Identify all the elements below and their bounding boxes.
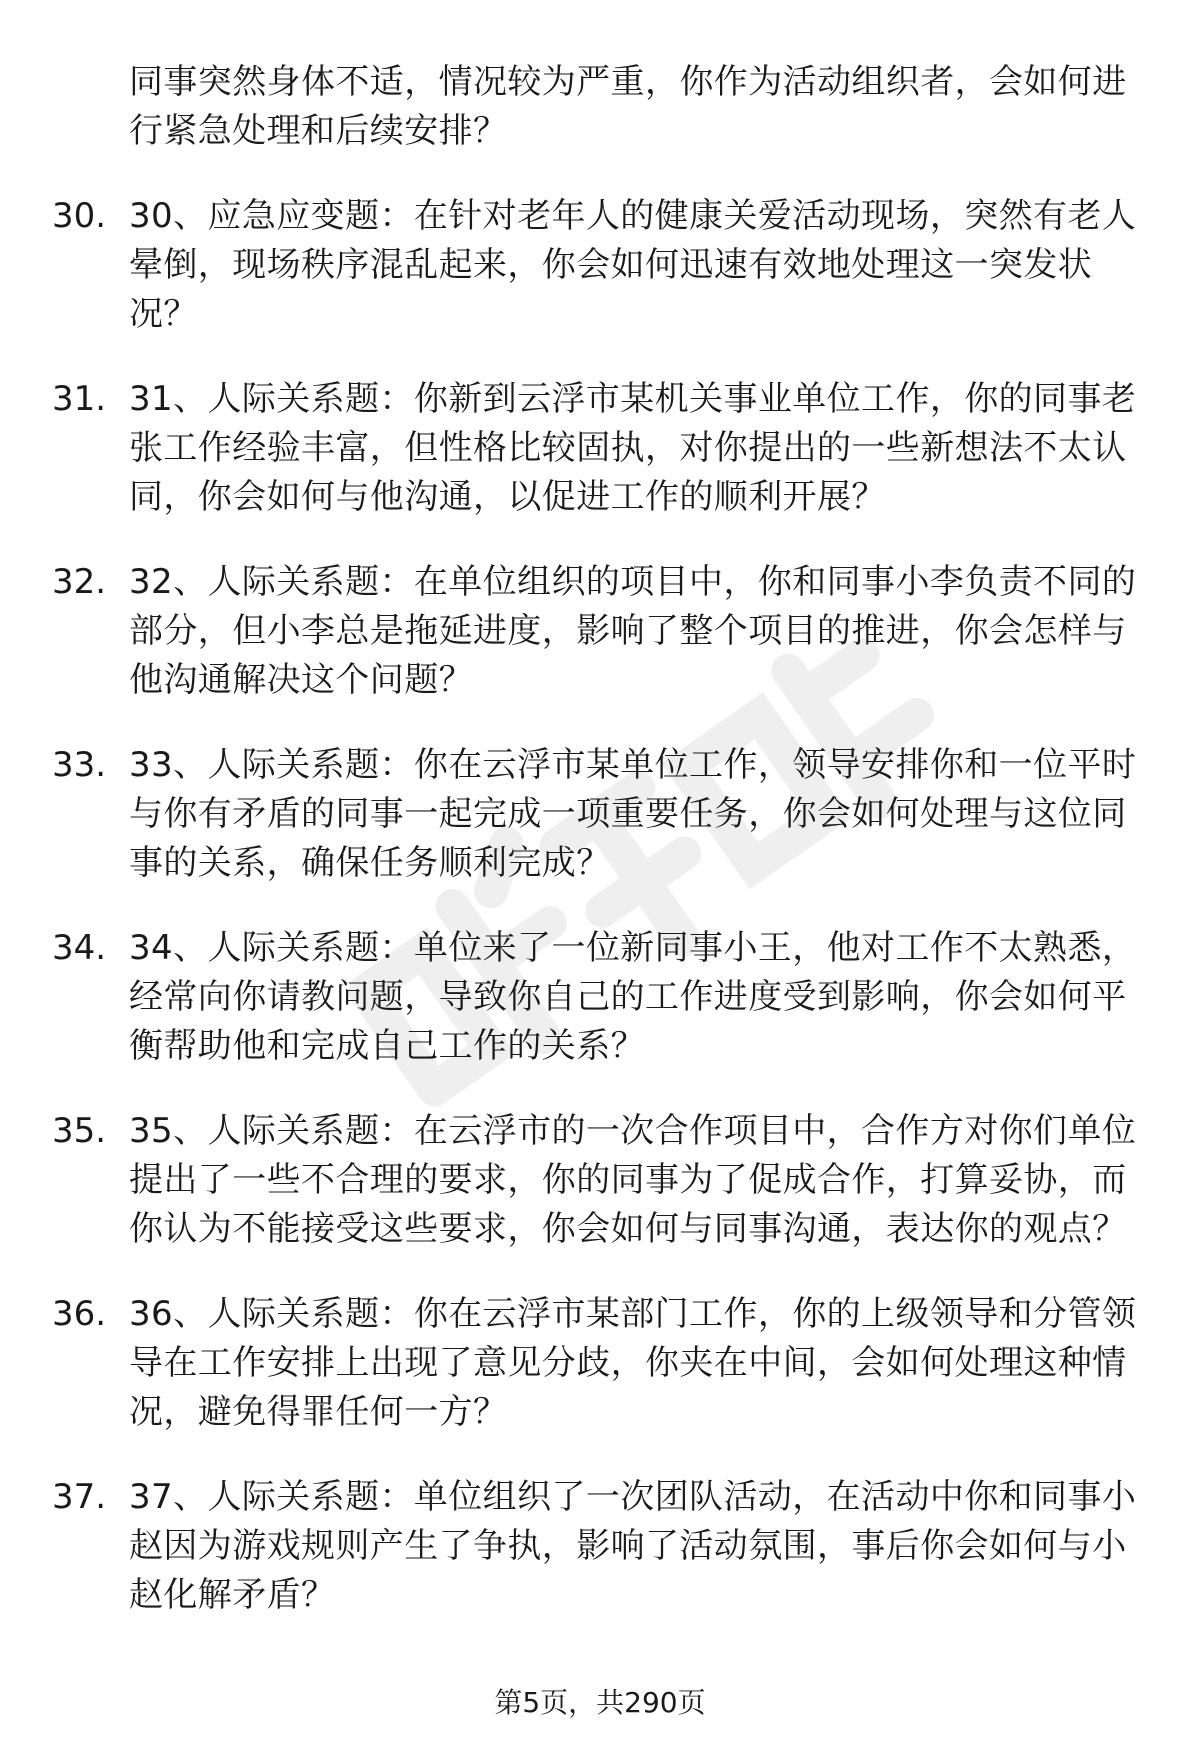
question-number: 33. (52, 745, 107, 785)
question-number: 32. (52, 562, 107, 602)
question-text: 35、人际关系题：在云浮市的一次合作项目中，合作方对你们单位提出了一些不合理的要求，你的同事为了促成合作，打算妥协，而你认为不能接受这些要求，你会如何与同事沟通，表达你的观点？ (129, 1111, 1137, 1249)
question-text: 33、人际关系题：你在云浮市某单位工作，领导安排你和一位平时与你有矛盾的同事一起完成一项重要任务，你会如何处理与这位同事的关系，确保任务顺利完成？ (129, 745, 1137, 883)
question-number: 34. (52, 928, 107, 968)
question-text: 37、人际关系题：单位组织了一次团队活动，在活动中你和同事小赵因为游戏规则产生了争执，影响了活动氛围，事后你会如何与小赵化解矛盾？ (129, 1477, 1137, 1615)
list-item (52, 58, 1152, 156)
question-number: 35. (52, 1111, 107, 1151)
question-text: 32、人际关系题：在单位组织的项目中，你和同事小李负责不同的部分，但小李总是拖延进度，影响了整个项目的推进，你会怎样与他沟通解决这个问题？ (129, 562, 1137, 700)
list-item (52, 741, 1152, 888)
list-item (52, 192, 1152, 339)
question-text: 36、人际关系题：你在云浮市某部门工作，你的上级领导和分管领导在工作安排上出现了意见分歧，你夹在中间，会如何处理这种情况，避免得罪任何一方？ (129, 1294, 1137, 1432)
question-list (52, 58, 1152, 1656)
question-number: 36. (52, 1294, 107, 1334)
question-text: 34、人际关系题：单位来了一位新同事小王，他对工作不太熟悉，经常向你请教问题，导致你自己的工作进度受到影响，你会如何平衡帮助他和完成自己工作的关系？ (129, 928, 1137, 1066)
list-item (52, 1107, 1152, 1254)
question-number: 31. (52, 379, 107, 419)
question-number: 37. (52, 1477, 107, 1517)
list-item (52, 924, 1152, 1071)
list-item (52, 558, 1152, 705)
question-number: 30. (52, 196, 107, 236)
list-item (52, 375, 1152, 522)
list-item (52, 1290, 1152, 1437)
list-item (52, 1473, 1152, 1620)
question-text: 31、人际关系题：你新到云浮市某机关事业单位工作，你的同事老张工作经验丰富，但性格比较固执，对你提出的一些新想法不太认同，你会如何与他沟通，以促进工作的顺利开展？ (129, 379, 1137, 517)
question-text: 30、应急应变题：在针对老年人的健康关爱活动现场，突然有老人晕倒，现场秩序混乱起来，你会如何迅速有效地处理这一突发状况？ (129, 196, 1137, 334)
question-text: 同事突然身体不适，情况较为严重，你作为活动组织者，会如何进行紧急处理和后续安排？ (129, 62, 1127, 151)
page-footer: 第5页，共290页 (494, 1686, 706, 1719)
